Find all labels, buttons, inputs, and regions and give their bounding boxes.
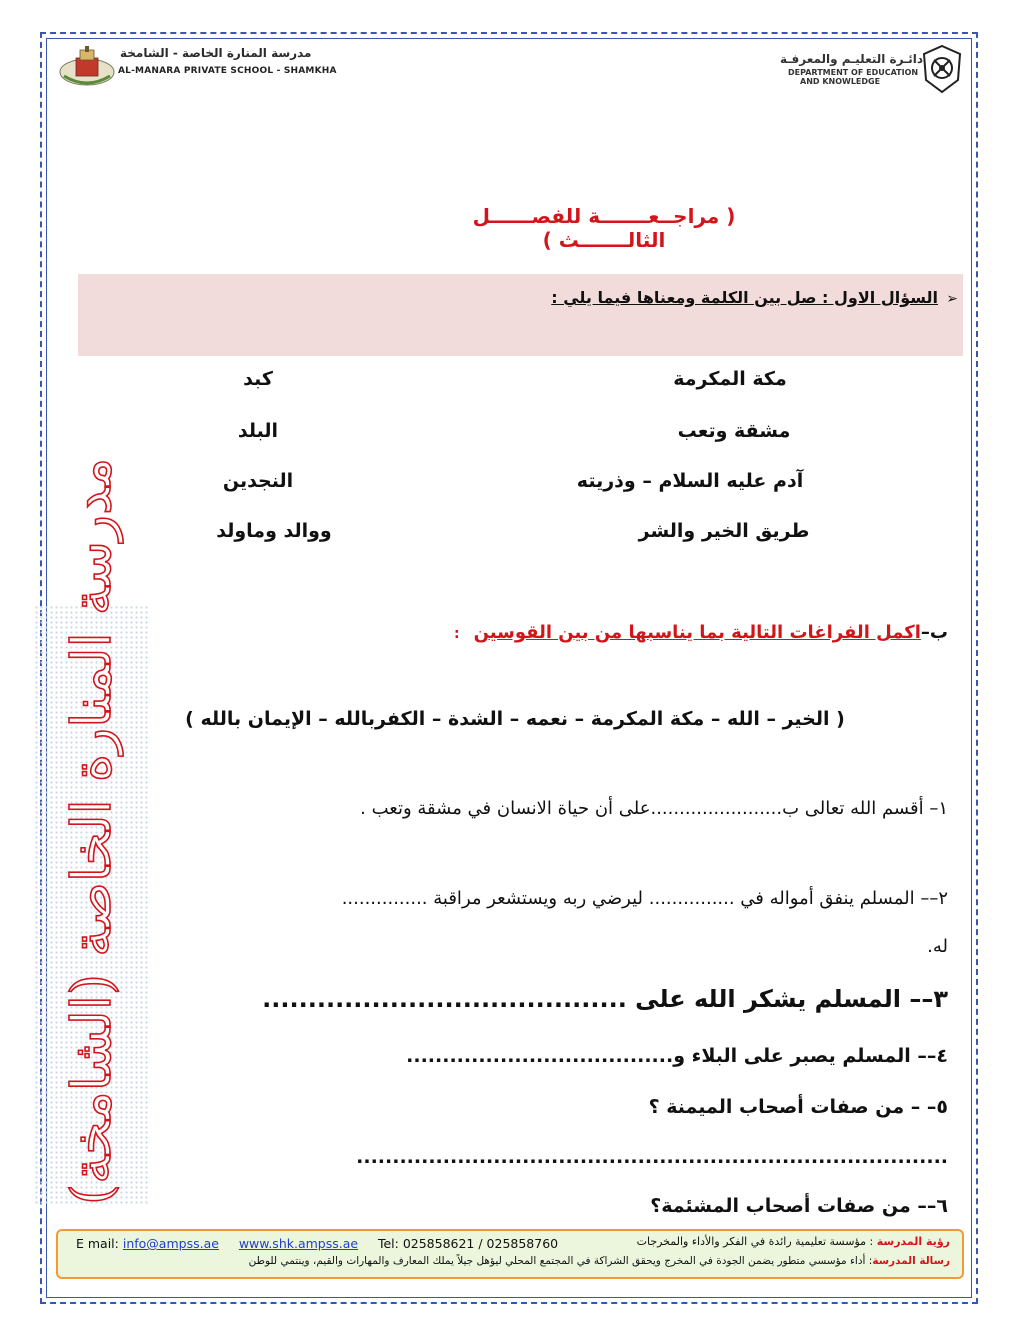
mission-label: رسالة المدرسة xyxy=(872,1255,950,1267)
answer-line: .................................................................................. xyxy=(356,1146,948,1168)
fill-item: ٥– – من صفات أصحاب الميمنة ؟ xyxy=(648,1096,948,1118)
school-name-en: AL-MANARA PRIVATE SCHOOL - SHAMKHA xyxy=(118,66,337,76)
footer-mission xyxy=(249,1255,950,1267)
school-name-ar: مدرسة المنارة الخاصة - الشامخة xyxy=(120,46,312,60)
match-right-item: آدم عليه السلام – وذريته xyxy=(576,470,804,492)
part-b-title xyxy=(454,622,948,643)
fill-item: ٣–– المسلم يشكر الله على ........................................ xyxy=(262,985,948,1013)
question1-title: السؤال الاول : صل بين الكلمة ومعناها فيما يلي : xyxy=(551,288,938,307)
mission-text: : أداء مؤسسي متطور يضمن الجودة في المخرج ويحقق الشراكة في المجتمع المحلي ليؤهل جيلاً يملك المعارف والمهارات والقيم، وينتمي للوطن xyxy=(248,1255,873,1267)
email-link[interactable]: info@ampss.ae xyxy=(122,1236,219,1251)
school-logo-icon xyxy=(58,46,116,88)
dept-name-en-line1: DEPARTMENT OF EDUCATION xyxy=(788,68,919,77)
dept-emblem-icon xyxy=(920,44,964,94)
match-left-item: النجدين xyxy=(222,470,294,492)
arrow-bullet-icon: ➢ xyxy=(946,291,958,307)
footer-vision xyxy=(637,1235,950,1248)
choices-list: ( الخير – الله – مكة المكرمة – نعمه – الشدة – الكفربالله – الإيمان بالله ) xyxy=(185,708,845,730)
footer-contact xyxy=(76,1236,558,1251)
part-b-heading: اكمل الفراغات التالية بما يناسبها من بين القوسين xyxy=(473,622,921,643)
fill-item-continuation: له. xyxy=(927,936,948,957)
fill-item: ١– أقسم الله تعالى ب.......................على أن حياة الانسان في مشقة وتعب . xyxy=(360,798,948,819)
watermark xyxy=(34,457,148,1205)
fill-item: ٤–– المسلم يصبر على البلاء و..................................... xyxy=(406,1045,948,1067)
vision-text: : مؤسسة تعليمية رائدة في الفكر والأداء والمخرجات xyxy=(636,1235,877,1248)
website-link[interactable]: www.shk.ampss.ae xyxy=(238,1236,359,1251)
match-right-item: مكة المكرمة xyxy=(673,368,787,390)
dept-name-en-line2: AND KNOWLEDGE xyxy=(800,77,881,86)
fill-item: ٢–– المسلم ينفق أمواله في ............... ليرضي ربه ويستشعر مراقبة ............... xyxy=(341,888,948,909)
match-left-item: كبد xyxy=(243,368,273,390)
match-right-item: مشقة وتعب xyxy=(677,420,791,442)
match-left-item: البلد xyxy=(237,420,279,442)
match-right-item: طريق الخير والشر xyxy=(638,520,810,542)
dept-name-ar: دائـرة التعليـم والمعرفـة xyxy=(780,52,923,66)
match-left-item: ووالد وماولد xyxy=(216,520,332,542)
question1-box xyxy=(78,274,963,356)
part-b-colon: : xyxy=(454,626,460,642)
part-b-prefix: ب– xyxy=(920,622,948,643)
email-label: E mail: xyxy=(76,1236,119,1251)
review-title: ( مراجــعـــــــة للفصــــــل الثالـــــــث ) xyxy=(472,204,736,252)
fill-item: ٦–– من صفات أصحاب المشئمة؟ xyxy=(650,1195,948,1217)
tel-text: Tel: 025858621 / 025858760 xyxy=(377,1236,559,1251)
vision-label: رؤية المدرسة xyxy=(876,1235,950,1248)
footer-box xyxy=(56,1229,964,1279)
watermark-text: مدرسة المنارة الخاصة (الشامخة) xyxy=(60,457,123,1205)
